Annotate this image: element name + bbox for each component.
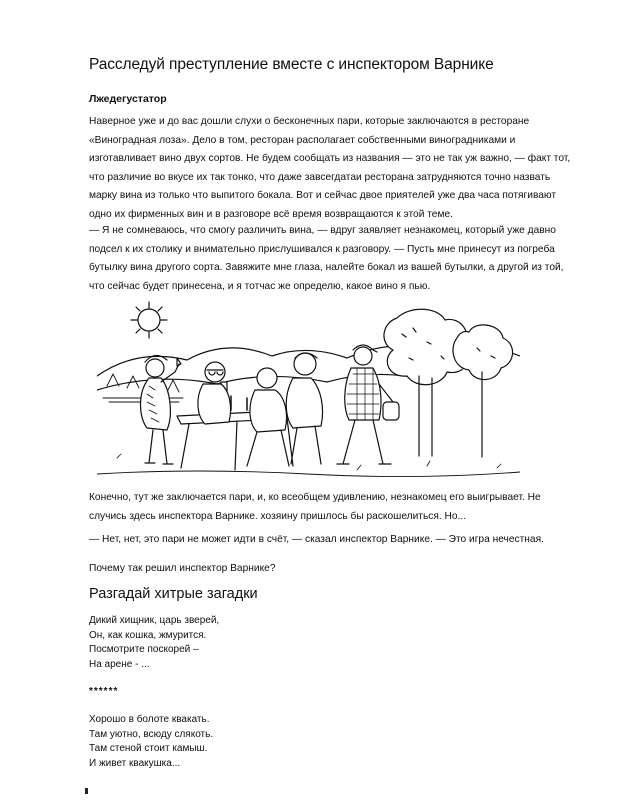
text-cursor-mark <box>85 788 88 794</box>
riddle-1-line: Посмотрите поскорей – <box>89 644 199 656</box>
riddle-2-line: Там уютно, всюду слякоть. <box>89 728 214 740</box>
riddle-1-line: Дикий хищник, царь зверей, <box>89 615 220 626</box>
story-paragraph-1: Наверное уже и до вас дошли слухи о бесконечных пари, которые заключаются в ресторане «Виноградная лоза». Дело в том, ресторан располагает собственными виноградниками и изготавливает вино двух сортов. Не будем сообщать из названия — это не так уж важно, — факт тот, что различие во вкусе их так тонко, что даже завсегдатаи ресторана затрудняются точно назвать марку вина из только что выпитого бокала. Вот и сейчас двое приятелей уже два часа потягивают одно их фирменных вин и в разговоре всё время возвращаются к этой теме. <box>89 116 571 220</box>
story-question: Почему так решил инспектор Варнике? <box>89 563 276 574</box>
story-paragraph-4: — Нет, нет, это пари не может идти в счёт, — сказал инспектор Варнике. — Это игра нечестная. <box>89 534 544 545</box>
riddle-2-line: Хорошо в болоте квакать. <box>89 714 210 725</box>
story-subtitle: Лжедегустатор <box>89 93 167 105</box>
sun-drawing <box>131 302 167 338</box>
woman-figure-drawing <box>141 355 182 464</box>
riddle-1-line: Он, как кошка, жмурится. <box>89 629 207 641</box>
page-title: Расследуй преступление вместе с инспектором Варнике <box>89 56 494 73</box>
seated-men-drawing <box>198 353 323 466</box>
story-paragraph-3: Конечно, тут же заключается пари, и, ко всеобщем удивлению, незнакомец его выигрывает. Не случись здесь инспектора Варнике. хозяину пришлось бы раскошелиться. Но... <box>89 492 541 522</box>
riddle-1-line: На арене - ... <box>89 658 150 670</box>
riddle-2 <box>89 713 213 771</box>
riddle-2-line: И живет квакушка... <box>89 757 181 769</box>
riddle-2-line: Там стеной стоит камыш. <box>89 743 208 755</box>
story-paragraph-2: — Я не сомневаюсь, что смогу различить вина, — вдруг заявляет незнакомец, который уже давно подсел к их столику и внимательно прислушивался к разговору. — Пусть мне принесут из погреба бутылку вина другого сорта. Завяжите мне глаза, налейте бокал из вашей бутылки, а другой из той, что сейчас будет принесена, и я тотчас же определю, какое вино я пью. <box>89 225 564 292</box>
riddle-1 <box>89 614 219 672</box>
vineyard-illustration <box>97 298 520 481</box>
trees-drawing <box>384 309 513 457</box>
riddles-section-title: Разгадай хитрые загадки <box>89 586 258 602</box>
riddle-separator: ****** <box>89 686 119 697</box>
